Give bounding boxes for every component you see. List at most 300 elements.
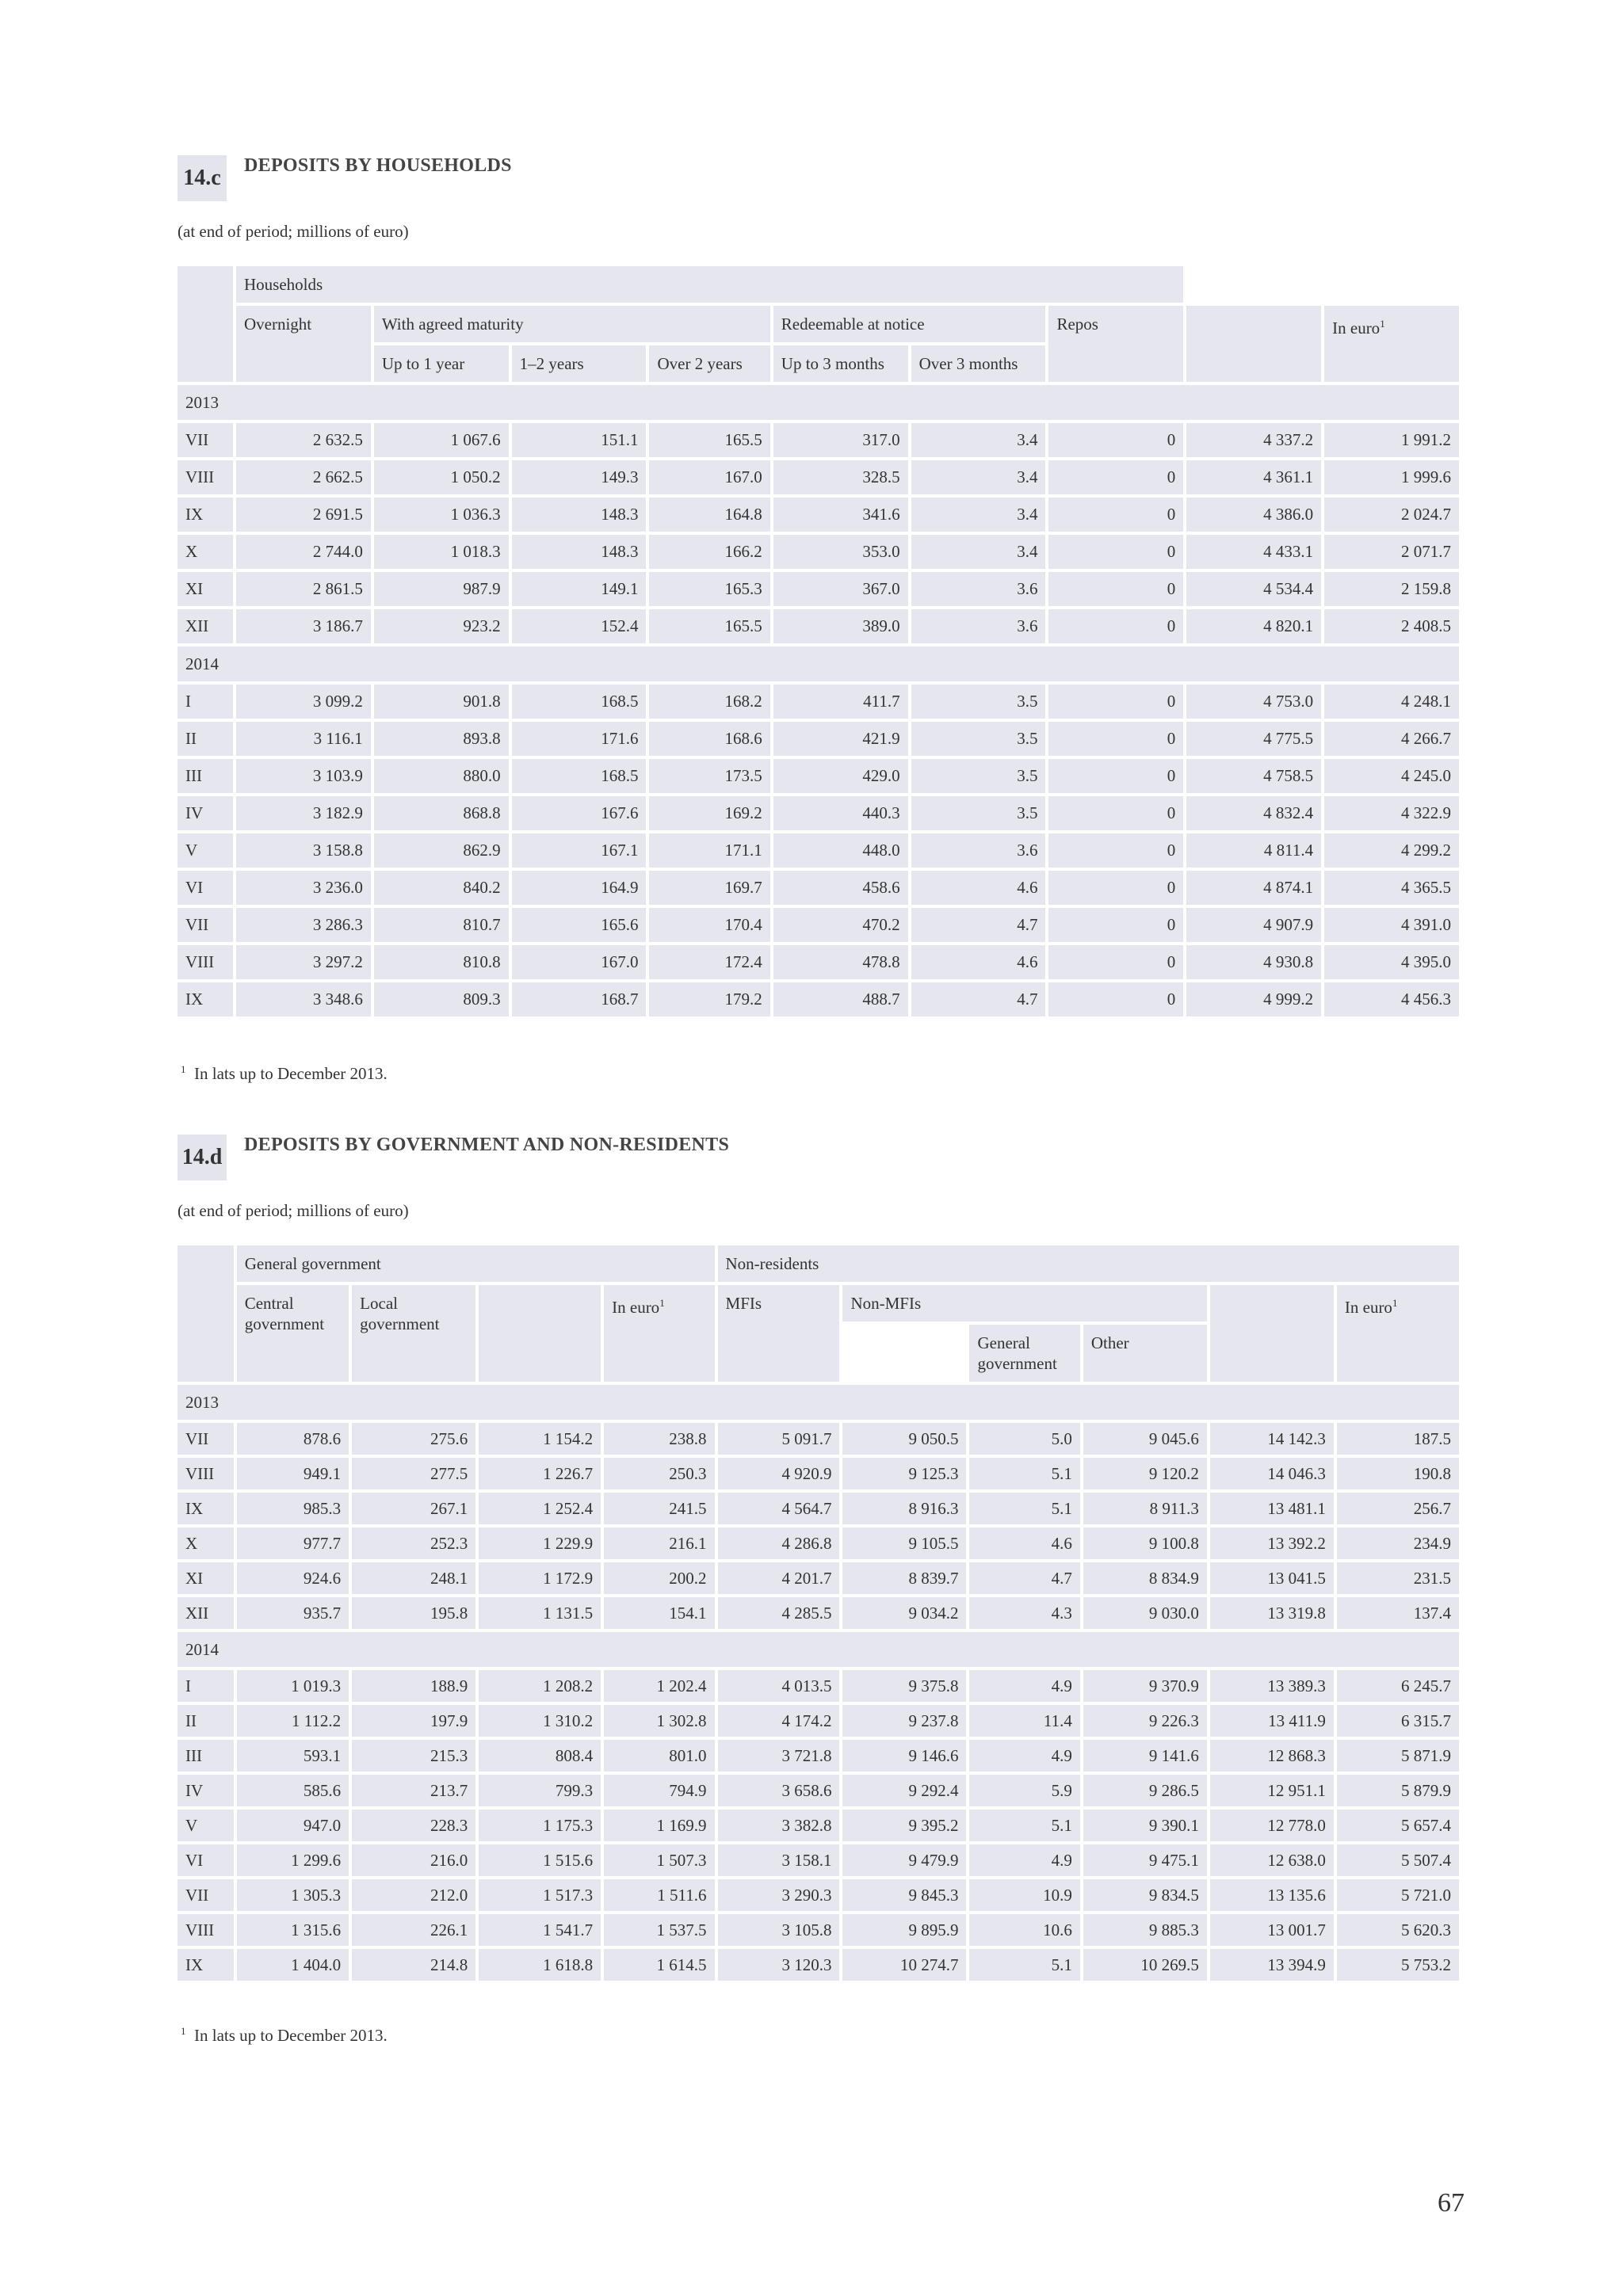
table-cell: 799.3 — [479, 1775, 601, 1806]
row-label: IX — [178, 982, 233, 1016]
table-cell: 3 105.8 — [718, 1914, 840, 1946]
row-label: VII — [178, 423, 233, 457]
table-cell: 137.4 — [1337, 1597, 1459, 1629]
table-cell: 1 067.6 — [374, 423, 509, 457]
table-cell: 429.0 — [773, 759, 908, 793]
table-code: 14.d — [178, 1135, 227, 1180]
table-cell: 241.5 — [604, 1493, 714, 1524]
table-cell: 168.7 — [512, 982, 647, 1016]
table-cell: 167.6 — [512, 796, 647, 830]
table-cell: 411.7 — [773, 685, 908, 719]
table-cell: 4 285.5 — [718, 1597, 840, 1629]
table-cell: 0 — [1048, 796, 1183, 830]
table-cell: 11.4 — [969, 1705, 1079, 1737]
col-header-redeemable: Redeemable at notice — [773, 306, 1046, 342]
table-cell: 9 105.5 — [842, 1527, 966, 1559]
table-cell: 0 — [1048, 759, 1183, 793]
table-cell: 13 411.9 — [1210, 1705, 1334, 1737]
table-cell: 1 302.8 — [604, 1705, 714, 1737]
row-label: I — [178, 685, 233, 719]
table-cell: 0 — [1048, 498, 1183, 532]
table-cell: 14 142.3 — [1210, 1423, 1334, 1455]
table-cell: 9 370.9 — [1083, 1670, 1207, 1702]
table-cell: 6 245.7 — [1337, 1670, 1459, 1702]
table-row — [178, 759, 1459, 793]
row-label: III — [178, 1740, 234, 1772]
table-cell: 2 861.5 — [236, 572, 371, 606]
table-cell: 923.2 — [374, 609, 509, 643]
table-cell: 4 245.0 — [1324, 759, 1459, 793]
table-cell: 440.3 — [773, 796, 908, 830]
table-cell: 3.5 — [911, 759, 1046, 793]
table-cell: 168.5 — [512, 685, 647, 719]
row-label: XII — [178, 609, 233, 643]
row-label: VI — [178, 871, 233, 905]
table-cell: 949.1 — [237, 1458, 349, 1489]
table-title: DEPOSITS BY GOVERNMENT AND NON-RESIDENTS — [244, 1135, 730, 1155]
table-cell: 3 158.1 — [718, 1844, 840, 1876]
row-label: XI — [178, 572, 233, 606]
table-cell: 0 — [1048, 460, 1183, 494]
table-row — [178, 1423, 1459, 1455]
table-cell: 4.7 — [969, 1562, 1079, 1594]
table-cell: 8 911.3 — [1083, 1493, 1207, 1524]
table-cell: 9 100.8 — [1083, 1527, 1207, 1559]
table-cell: 173.5 — [649, 759, 769, 793]
table-body — [178, 385, 1459, 1016]
table-cell: 238.8 — [604, 1423, 714, 1455]
table-cell: 3.4 — [911, 460, 1046, 494]
row-label: III — [178, 759, 233, 793]
table-cell: 14 046.3 — [1210, 1458, 1334, 1489]
table-cell: 4 534.4 — [1186, 572, 1321, 606]
table-cell: 4 386.0 — [1186, 498, 1321, 532]
table-cell: 13 481.1 — [1210, 1493, 1334, 1524]
table-cell: 3 382.8 — [718, 1810, 840, 1841]
col-header-nr-total — [1210, 1285, 1334, 1382]
table-cell: 0 — [1048, 423, 1183, 457]
table-cell: 4 391.0 — [1324, 908, 1459, 942]
table-row — [178, 1844, 1459, 1876]
col-header-up-to-1-year: Up to 1 year — [374, 345, 509, 382]
table-cell: 9 390.1 — [1083, 1810, 1207, 1841]
table-cell: 267.1 — [352, 1493, 475, 1524]
table-cell: 195.8 — [352, 1597, 475, 1629]
table-cell: 13 041.5 — [1210, 1562, 1334, 1594]
section-header — [178, 1135, 1459, 1182]
table-cell: 1 036.3 — [374, 498, 509, 532]
col-header-repos: Repos — [1048, 306, 1183, 382]
page-number: 67 — [1438, 2188, 1465, 2218]
table-cell: 9 845.3 — [842, 1879, 966, 1911]
col-header-over-3-months: Over 3 months — [911, 345, 1046, 382]
table-cell: 179.2 — [649, 982, 769, 1016]
table-cell: 9 286.5 — [1083, 1775, 1207, 1806]
table-cell: 4.6 — [911, 871, 1046, 905]
table-cell: 448.0 — [773, 833, 908, 868]
row-label: V — [178, 833, 233, 868]
table-cell: 840.2 — [374, 871, 509, 905]
table-row — [178, 1949, 1459, 1981]
table-row — [178, 1493, 1459, 1524]
col-header-mfis: MFIs — [718, 1285, 840, 1382]
table-cell: 4 775.5 — [1186, 722, 1321, 756]
table-cell: 215.3 — [352, 1740, 475, 1772]
table-cell: 341.6 — [773, 498, 908, 532]
table-cell: 3 721.8 — [718, 1740, 840, 1772]
table-cell: 151.1 — [512, 423, 647, 457]
table-cell: 164.9 — [512, 871, 647, 905]
table-cell: 4 832.4 — [1186, 796, 1321, 830]
table-cell: 3 348.6 — [236, 982, 371, 1016]
table-cell: 171.1 — [649, 833, 769, 868]
year-row — [178, 385, 1459, 420]
table-cell: 228.3 — [352, 1810, 475, 1841]
table-cell: 4 201.7 — [718, 1562, 840, 1594]
table-cell: 9 292.4 — [842, 1775, 966, 1806]
table-cell: 277.5 — [352, 1458, 475, 1489]
table-subtitle: (at end of period; millions of euro) — [178, 1201, 409, 1220]
table-cell: 8 834.9 — [1083, 1562, 1207, 1594]
year-label: 2014 — [178, 646, 1459, 681]
table-row — [178, 572, 1459, 606]
table-cell: 3 297.2 — [236, 945, 371, 979]
table-cell: 0 — [1048, 945, 1183, 979]
header-spacer — [842, 1325, 966, 1382]
table-cell: 2 024.7 — [1324, 498, 1459, 532]
table-cell: 5.1 — [969, 1949, 1079, 1981]
table-cell: 4 753.0 — [1186, 685, 1321, 719]
table-cell: 4 266.7 — [1324, 722, 1459, 756]
col-header-over-2-years: Over 2 years — [649, 345, 769, 382]
table-cell: 1 305.3 — [237, 1879, 349, 1911]
table-cell: 3.5 — [911, 796, 1046, 830]
table-cell: 256.7 — [1337, 1493, 1459, 1524]
table-cell: 12 951.1 — [1210, 1775, 1334, 1806]
year-row — [178, 1385, 1459, 1420]
col-header-overnight: Overnight — [236, 306, 371, 382]
table-cell: 10.6 — [969, 1914, 1079, 1946]
table-cell: 9 045.6 — [1083, 1423, 1207, 1455]
table-cell: 9 479.9 — [842, 1844, 966, 1876]
table-cell: 4.3 — [969, 1597, 1079, 1629]
table-cell: 214.8 — [352, 1949, 475, 1981]
table-cell: 165.3 — [649, 572, 769, 606]
table-cell: 149.3 — [512, 460, 647, 494]
table-cell: 353.0 — [773, 535, 908, 569]
row-label: IX — [178, 1493, 234, 1524]
table-cell: 389.0 — [773, 609, 908, 643]
table-cell: 2 071.7 — [1324, 535, 1459, 569]
table-cell: 1 517.3 — [479, 1879, 601, 1911]
table-cell: 4.6 — [911, 945, 1046, 979]
table-cell: 9 030.0 — [1083, 1597, 1207, 1629]
table-cell: 148.3 — [512, 535, 647, 569]
table-cell: 488.7 — [773, 982, 908, 1016]
table-cell: 3.6 — [911, 609, 1046, 643]
table-cell: 216.1 — [604, 1527, 714, 1559]
table-cell: 0 — [1048, 609, 1183, 643]
header-spacer — [1186, 266, 1459, 303]
col-header-in-euro: In euro$^1$ — [1324, 306, 1459, 382]
table-cell: 168.6 — [649, 722, 769, 756]
table-cell: 1 310.2 — [479, 1705, 601, 1737]
table-cell: 878.6 — [237, 1423, 349, 1455]
table-cell: 13 392.2 — [1210, 1527, 1334, 1559]
table-cell: 149.1 — [512, 572, 647, 606]
table-row — [178, 1670, 1459, 1702]
table-cell: 4.9 — [969, 1670, 1079, 1702]
table-cell: 5 657.4 — [1337, 1810, 1459, 1841]
table-cell: 4 811.4 — [1186, 833, 1321, 868]
table-cell: 1 515.6 — [479, 1844, 601, 1876]
table-cell: 167.0 — [512, 945, 647, 979]
table-cell: 893.8 — [374, 722, 509, 756]
table-cell: 3 236.0 — [236, 871, 371, 905]
table-cell: 1 614.5 — [604, 1949, 714, 1981]
government-nonresidents-deposits-table — [174, 1242, 1462, 1984]
table-cell: 2 744.0 — [236, 535, 371, 569]
table-cell: 3 103.9 — [236, 759, 371, 793]
footnote: $^1$ In lats up to December 2013. — [181, 1063, 388, 1083]
table-cell: 165.5 — [649, 609, 769, 643]
table-body — [178, 1385, 1459, 1981]
table-cell: 3 658.6 — [718, 1775, 840, 1806]
table-cell: 154.1 — [604, 1597, 714, 1629]
col-header-1-2-years: 1–2 years — [512, 345, 647, 382]
table-cell: 226.1 — [352, 1914, 475, 1946]
table-row — [178, 982, 1459, 1016]
table-cell: 167.1 — [512, 833, 647, 868]
table-cell: 5 091.7 — [718, 1423, 840, 1455]
table-cell: 9 226.3 — [1083, 1705, 1207, 1737]
table-cell: 166.2 — [649, 535, 769, 569]
table-cell: 190.8 — [1337, 1458, 1459, 1489]
table-row — [178, 871, 1459, 905]
households-deposits-table — [174, 263, 1462, 1020]
table-cell: 5.9 — [969, 1775, 1079, 1806]
table-cell: 4 361.1 — [1186, 460, 1321, 494]
table-cell: 593.1 — [237, 1740, 349, 1772]
table-cell: 3.4 — [911, 423, 1046, 457]
table-cell: 3.4 — [911, 535, 1046, 569]
table-cell: 2 691.5 — [236, 498, 371, 532]
table-cell: 5.1 — [969, 1458, 1079, 1489]
table-cell: 9 834.5 — [1083, 1879, 1207, 1911]
table-cell: 3 120.3 — [718, 1949, 840, 1981]
table-cell: 985.3 — [237, 1493, 349, 1524]
col-header-gg-total — [479, 1285, 601, 1382]
table-cell: 1 018.3 — [374, 535, 509, 569]
table-cell: 317.0 — [773, 423, 908, 457]
table-cell: 4 337.2 — [1186, 423, 1321, 457]
table-cell: 1 229.9 — [479, 1527, 601, 1559]
col-header-in-euro: In euro$^1$ — [604, 1285, 714, 1382]
table-cell: 987.9 — [374, 572, 509, 606]
table-cell: 5 753.2 — [1337, 1949, 1459, 1981]
table-row — [178, 722, 1459, 756]
table-cell: 0 — [1048, 685, 1183, 719]
table-cell: 167.0 — [649, 460, 769, 494]
col-header-central-government: Central government — [237, 1285, 349, 1382]
table-cell: 200.2 — [604, 1562, 714, 1594]
table-cell: 4 395.0 — [1324, 945, 1459, 979]
table-cell: 172.4 — [649, 945, 769, 979]
table-cell: 0 — [1048, 982, 1183, 1016]
table-cell: 13 135.6 — [1210, 1879, 1334, 1911]
table-row — [178, 908, 1459, 942]
table-cell: 5 620.3 — [1337, 1914, 1459, 1946]
row-label: XII — [178, 1597, 234, 1629]
table-cell: 5 871.9 — [1337, 1740, 1459, 1772]
table-cell: 165.5 — [649, 423, 769, 457]
col-header-total — [1186, 306, 1321, 382]
table-cell: 3 290.3 — [718, 1879, 840, 1911]
row-label: II — [178, 722, 233, 756]
table-cell: 3 116.1 — [236, 722, 371, 756]
table-row — [178, 535, 1459, 569]
row-label: VII — [178, 908, 233, 942]
table-code: 14.c — [178, 155, 227, 201]
table-cell: 13 394.9 — [1210, 1949, 1334, 1981]
row-label: VI — [178, 1844, 234, 1876]
row-label: VIII — [178, 460, 233, 494]
table-cell: 810.8 — [374, 945, 509, 979]
table-cell: 1 112.2 — [237, 1705, 349, 1737]
table-cell: 9 395.2 — [842, 1810, 966, 1841]
table-cell: 1 019.3 — [237, 1670, 349, 1702]
table-cell: 794.9 — [604, 1775, 714, 1806]
table-row — [178, 1562, 1459, 1594]
table-cell: 880.0 — [374, 759, 509, 793]
table-cell: 4 299.2 — [1324, 833, 1459, 868]
table-cell: 9 050.5 — [842, 1423, 966, 1455]
table-cell: 1 154.2 — [479, 1423, 601, 1455]
table-cell: 0 — [1048, 833, 1183, 868]
table-cell: 4 564.7 — [718, 1493, 840, 1524]
table-cell: 3 099.2 — [236, 685, 371, 719]
table-cell: 4 820.1 — [1186, 609, 1321, 643]
table-cell: 367.0 — [773, 572, 908, 606]
col-header-agreed-maturity: With agreed maturity — [374, 306, 770, 342]
table-cell: 0 — [1048, 572, 1183, 606]
row-label: VII — [178, 1423, 234, 1455]
table-cell: 4.7 — [911, 982, 1046, 1016]
table-cell: 901.8 — [374, 685, 509, 719]
row-label: VIII — [178, 1458, 234, 1489]
table-row — [178, 833, 1459, 868]
year-row — [178, 1632, 1459, 1667]
table-cell: 5.0 — [969, 1423, 1079, 1455]
table-cell: 4 999.2 — [1186, 982, 1321, 1016]
col-header-local-government: Local government — [352, 1285, 475, 1382]
table-cell: 171.6 — [512, 722, 647, 756]
col-header-other: Other — [1083, 1325, 1207, 1382]
table-cell: 585.6 — [237, 1775, 349, 1806]
table-cell: 9 125.3 — [842, 1458, 966, 1489]
table-cell: 216.0 — [352, 1844, 475, 1876]
table-cell: 2 662.5 — [236, 460, 371, 494]
table-row — [178, 460, 1459, 494]
table-cell: 4 874.1 — [1186, 871, 1321, 905]
table-cell: 1 169.9 — [604, 1810, 714, 1841]
table-cell: 1 252.4 — [479, 1493, 601, 1524]
table-cell: 4 433.1 — [1186, 535, 1321, 569]
table-cell: 4 248.1 — [1324, 685, 1459, 719]
table-row — [178, 1705, 1459, 1737]
table-row — [178, 685, 1459, 719]
table-cell: 9 141.6 — [1083, 1740, 1207, 1772]
table-cell: 1 175.3 — [479, 1810, 601, 1841]
table-cell: 188.9 — [352, 1670, 475, 1702]
table-row — [178, 1775, 1459, 1806]
table-cell: 0 — [1048, 908, 1183, 942]
table-cell: 168.5 — [512, 759, 647, 793]
table-cell: 458.6 — [773, 871, 908, 905]
table-cell: 4 286.8 — [718, 1527, 840, 1559]
section-14d — [178, 1135, 1459, 2045]
row-label: XI — [178, 1562, 234, 1594]
year-label: 2014 — [178, 1632, 1459, 1667]
table-row — [178, 1458, 1459, 1489]
table-cell: 6 315.7 — [1337, 1705, 1459, 1737]
col-header-in-euro-2: In euro$^1$ — [1337, 1285, 1459, 1382]
table-cell: 1 541.7 — [479, 1914, 601, 1946]
table-cell: 3 186.7 — [236, 609, 371, 643]
row-label: VIII — [178, 945, 233, 979]
table-cell: 3.4 — [911, 498, 1046, 532]
table-row — [178, 1740, 1459, 1772]
table-cell: 1 050.2 — [374, 460, 509, 494]
table-cell: 13 389.3 — [1210, 1670, 1334, 1702]
table-cell: 13 001.7 — [1210, 1914, 1334, 1946]
table-cell: 169.2 — [649, 796, 769, 830]
table-cell: 168.2 — [649, 685, 769, 719]
table-cell: 4 758.5 — [1186, 759, 1321, 793]
table-cell: 1 299.6 — [237, 1844, 349, 1876]
table-row — [178, 423, 1459, 457]
table-cell: 148.3 — [512, 498, 647, 532]
table-cell: 12 778.0 — [1210, 1810, 1334, 1841]
table-cell: 10 269.5 — [1083, 1949, 1207, 1981]
table-cell: 801.0 — [604, 1740, 714, 1772]
stub-header — [178, 1245, 234, 1382]
table-cell: 1 404.0 — [237, 1949, 349, 1981]
table-cell: 9 146.6 — [842, 1740, 966, 1772]
table-cell: 9 237.8 — [842, 1705, 966, 1737]
year-label: 2013 — [178, 385, 1459, 420]
table-cell: 868.8 — [374, 796, 509, 830]
table-row — [178, 1879, 1459, 1911]
table-cell: 4.7 — [911, 908, 1046, 942]
table-cell: 808.4 — [479, 1740, 601, 1772]
table-row — [178, 1597, 1459, 1629]
table-cell: 5.1 — [969, 1810, 1079, 1841]
table-cell: 8 916.3 — [842, 1493, 966, 1524]
table-cell: 0 — [1048, 535, 1183, 569]
table-cell: 213.7 — [352, 1775, 475, 1806]
table-cell: 164.8 — [649, 498, 769, 532]
table-cell: 12 868.3 — [1210, 1740, 1334, 1772]
table-cell: 977.7 — [237, 1527, 349, 1559]
table-cell: 4.9 — [969, 1740, 1079, 1772]
table-cell: 3.6 — [911, 833, 1046, 868]
row-label: IV — [178, 1775, 234, 1806]
table-cell: 4 456.3 — [1324, 982, 1459, 1016]
table-cell: 1 991.2 — [1324, 423, 1459, 457]
table-cell: 3 182.9 — [236, 796, 371, 830]
year-row — [178, 646, 1459, 681]
